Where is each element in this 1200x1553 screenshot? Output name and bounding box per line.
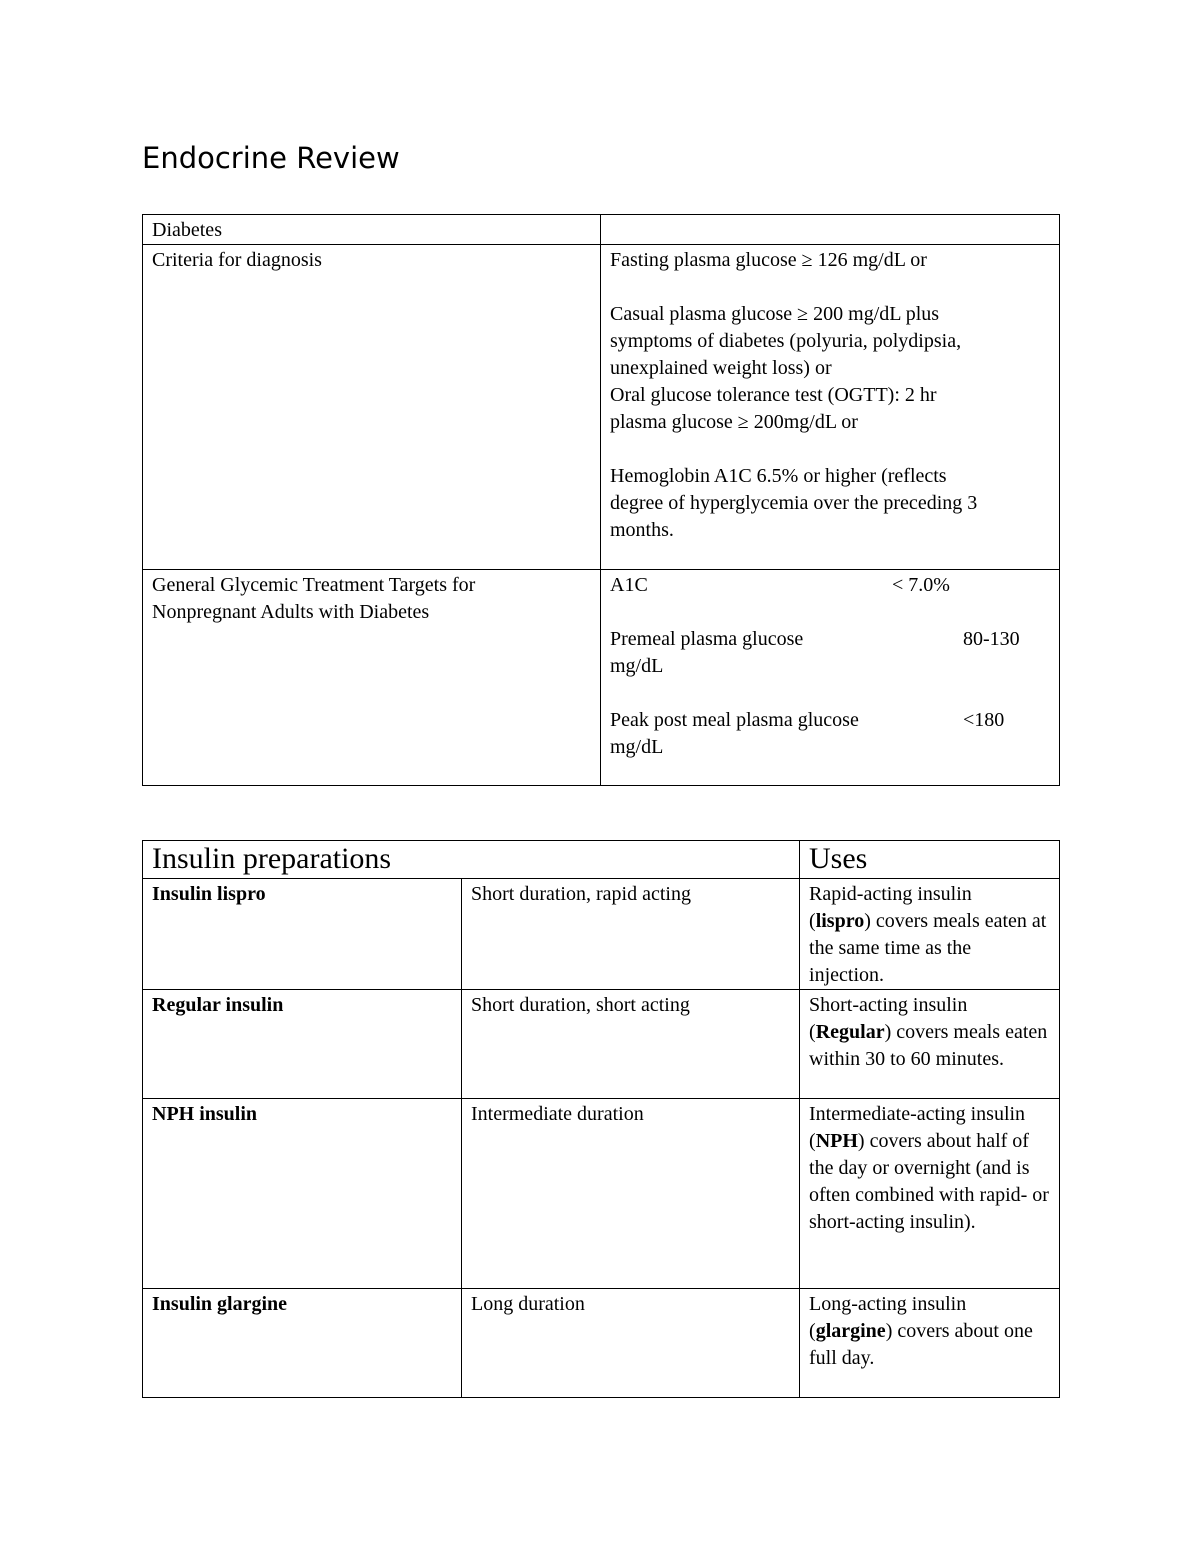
- use-text: Short-acting insulin: [809, 994, 968, 1016]
- criteria-label: Criteria for diagnosis: [143, 245, 601, 570]
- insulin-name: Insulin lispro: [143, 879, 462, 990]
- use-text: ) covers about half of the day or overnight (and is often combined with rapid- or short-acting insulin).: [809, 1130, 1049, 1233]
- table-row: [143, 570, 1060, 786]
- target-premeal-unit: mg/dL: [610, 655, 664, 677]
- table-row: [143, 879, 1060, 990]
- insulin-duration: Short duration, rapid acting: [462, 879, 800, 990]
- use-text: ) covers meals eaten at the same time as the injection.: [809, 910, 1047, 986]
- diabetes-header-right-cell: [601, 215, 1060, 245]
- criteria-line: Oral glucose tolerance test (OGTT): 2 hr: [610, 384, 937, 406]
- target-premeal: [610, 626, 1050, 653]
- table-row: [143, 1099, 1060, 1289]
- criteria-line: Casual plasma glucose ≥ 200 mg/dL plus: [610, 303, 940, 325]
- use-bold-text: NPH: [815, 1130, 858, 1152]
- use-text: Intermediate-acting insulin (: [809, 1103, 1026, 1152]
- diabetes-header-cell: Diabetes: [143, 215, 601, 245]
- use-bold-text: lispro: [815, 910, 865, 932]
- criteria-line: plasma glucose ≥ 200mg/dL or: [610, 411, 858, 433]
- insulin-name: Insulin glargine: [143, 1289, 462, 1398]
- targets-content: [601, 570, 1060, 786]
- insulin-use: [800, 1289, 1060, 1398]
- insulin-use: [800, 879, 1060, 990]
- target-peak-unit: mg/dL: [610, 736, 664, 758]
- insulin-duration: Intermediate duration: [462, 1099, 800, 1289]
- table-row: [143, 1289, 1060, 1398]
- use-bold-text: Regular: [815, 1021, 885, 1043]
- targets-label-line: General Glycemic Treatment Targets for: [152, 574, 476, 596]
- insulin-name: Regular insulin: [143, 990, 462, 1099]
- criteria-line: months.: [610, 519, 674, 541]
- insulin-table: [142, 840, 1060, 1398]
- use-text: ) covers about one full day.: [809, 1320, 1033, 1369]
- diabetes-table: [142, 214, 1060, 786]
- insulin-use: [800, 990, 1060, 1099]
- criteria-line: Fasting plasma glucose ≥ 126 mg/dL or: [610, 249, 927, 271]
- table-row: [143, 245, 1060, 570]
- target-a1c-value: < 7.0%: [892, 574, 950, 596]
- use-bold-text: glargine: [815, 1320, 886, 1342]
- criteria-line: Hemoglobin A1C 6.5% or higher (reflects: [610, 465, 947, 487]
- table-header-row: [143, 841, 1060, 879]
- target-premeal-label: Premeal plasma glucose: [610, 628, 804, 650]
- use-text: (: [809, 1021, 816, 1043]
- use-text: (: [809, 1320, 816, 1342]
- insulin-duration: Short duration, short acting: [462, 990, 800, 1099]
- target-a1c: [610, 572, 1050, 599]
- use-text: Rapid-acting insulin: [809, 883, 972, 905]
- target-peak-value: <180: [963, 709, 1005, 731]
- insulin-name: NPH insulin: [143, 1099, 462, 1289]
- target-peak-label: Peak post meal plasma glucose: [610, 709, 859, 731]
- use-text: Long-acting insulin: [809, 1293, 967, 1315]
- criteria-content: [601, 245, 1060, 570]
- use-text: ) covers meals eaten within 30 to 60 minutes.: [809, 1021, 1048, 1070]
- target-a1c-label: A1C: [610, 574, 648, 596]
- targets-label-line: Nonpregnant Adults with Diabetes: [152, 601, 430, 623]
- criteria-line: degree of hyperglycemia over the preceding 3: [610, 492, 978, 514]
- target-premeal-value: 80-130: [963, 628, 1020, 650]
- insulin-use: [800, 1099, 1060, 1289]
- use-text: (: [809, 910, 816, 932]
- criteria-line: unexplained weight loss) or: [610, 357, 832, 379]
- table-row: [143, 990, 1060, 1099]
- table-row: [143, 215, 1060, 245]
- targets-label: [143, 570, 601, 786]
- insulin-duration: Long duration: [462, 1289, 800, 1398]
- criteria-line: symptoms of diabetes (polyuria, polydipsia,: [610, 330, 962, 352]
- target-peak: [610, 707, 1050, 734]
- page-title: Endocrine Review: [142, 141, 400, 175]
- insulin-header-right: Uses: [800, 841, 1060, 879]
- insulin-header-left: Insulin preparations: [143, 841, 800, 879]
